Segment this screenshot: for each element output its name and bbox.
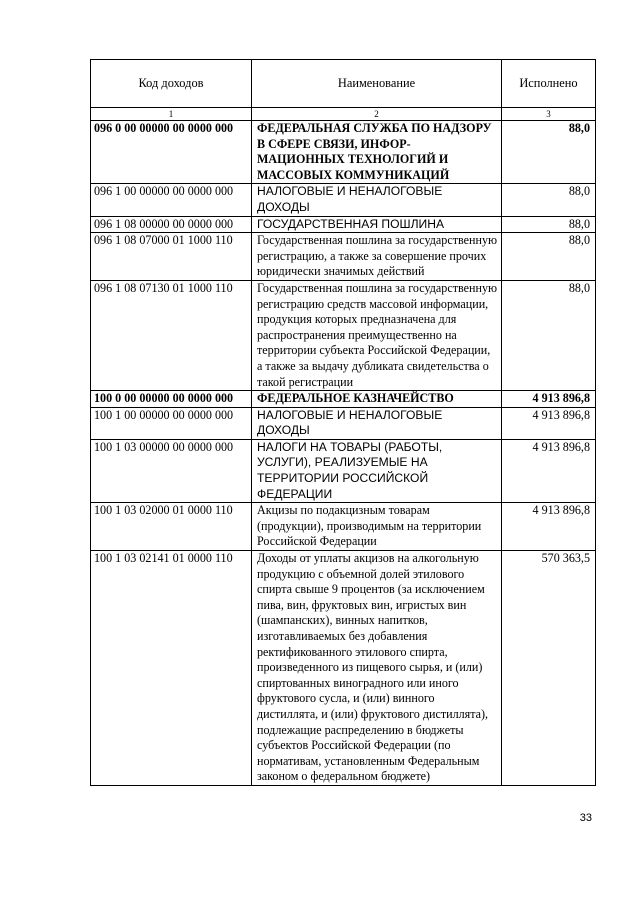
row-name: НАЛОГИ НА ТОВАРЫ (РАБОТЫ, УСЛУГИ), РЕАЛИЗУЕМЫЕ НА ТЕРРИТОРИИ РОССИЙСКОЙ ФЕДЕРАЦИИ (252, 439, 502, 502)
header-name: Наименование (252, 60, 502, 108)
row-name: ФЕДЕРАЛЬНАЯ СЛУЖБА ПО НАДЗОРУ В СФЕРЕ СВЯЗИ, ИНФОР-МАЦИОННЫХ ТЕХНОЛОГИЙ И МАССОВЫХ КОММУНИКАЦИЙ (252, 121, 502, 184)
table-row (91, 233, 596, 281)
column-number: 3 (502, 108, 596, 121)
row-code: 096 0 00 00000 00 0000 000 (91, 121, 252, 184)
row-code: 096 1 08 07130 01 1000 110 (91, 280, 252, 390)
page-number: 33 (579, 812, 592, 824)
table-row (91, 551, 596, 786)
table-row (91, 216, 596, 233)
row-value: 88,0 (502, 184, 596, 216)
row-name: ФЕДЕРАЛЬНОЕ КАЗНАЧЕЙСТВО (252, 391, 502, 408)
row-value: 88,0 (502, 216, 596, 233)
column-number-row (91, 108, 596, 121)
row-value: 4 913 896,8 (502, 391, 596, 408)
table-row (91, 391, 596, 408)
row-name: Государственная пошлина за государственную регистрацию, а также за совершение прочих юридически значимых действий (252, 233, 502, 281)
row-name: НАЛОГОВЫЕ И НЕНАЛОГОВЫЕ ДОХОДЫ (252, 407, 502, 439)
row-value: 4 913 896,8 (502, 503, 596, 551)
row-code: 096 1 08 07000 01 1000 110 (91, 233, 252, 281)
row-value: 570 363,5 (502, 551, 596, 786)
row-value: 4 913 896,8 (502, 439, 596, 502)
row-code: 100 1 03 00000 00 0000 000 (91, 439, 252, 502)
row-name: Доходы от уплаты акцизов на алкогольную продукцию с объемной долей этилового спирта свыше 9 процентов (за исключением пива, вин, фруктовых вин, игристых вин (шампанских), винных напитков, изготавливаемых без добавления ректификованного этилового спирта, произведенного из пищевого сырья, и (или) спиртованных виноградного или иного фруктового сусла, и (или) винного дистиллята, и (или) фруктового дистиллята), подлежащие распределению в бюджеты субъектов Российской Федерации (по нормативам, установленным Федеральным законом о федеральном бюджете) (252, 551, 502, 786)
row-name: ГОСУДАРСТВЕННАЯ ПОШЛИНА (252, 216, 502, 233)
row-value: 4 913 896,8 (502, 407, 596, 439)
table-header-row (91, 60, 596, 108)
row-value: 88,0 (502, 280, 596, 390)
table-row (91, 503, 596, 551)
row-code: 100 0 00 00000 00 0000 000 (91, 391, 252, 408)
row-name: Акцизы по подакцизным товарам (продукции), производимым на территории Российской Федерации (252, 503, 502, 551)
table-row (91, 439, 596, 502)
row-code: 100 1 03 02141 01 0000 110 (91, 551, 252, 786)
header-executed: Исполнено (502, 60, 596, 108)
row-value: 88,0 (502, 121, 596, 184)
row-value: 88,0 (502, 233, 596, 281)
row-name: НАЛОГОВЫЕ И НЕНАЛОГОВЫЕ ДОХОДЫ (252, 184, 502, 216)
row-code: 100 1 00 00000 00 0000 000 (91, 407, 252, 439)
row-code: 096 1 00 00000 00 0000 000 (91, 184, 252, 216)
row-code: 100 1 03 02000 01 0000 110 (91, 503, 252, 551)
row-name: Государственная пошлина за государственную регистрацию средств массовой информации, продукция которых предназначена для распространения преимущественно на территории субъекта Российской Федерации, а также за выдачу дубликата свидетельства о такой регистрации (252, 280, 502, 390)
table-row (91, 121, 596, 184)
column-number: 2 (252, 108, 502, 121)
table-row (91, 407, 596, 439)
column-number: 1 (91, 108, 252, 121)
table-row (91, 184, 596, 216)
row-code: 096 1 08 00000 00 0000 000 (91, 216, 252, 233)
revenue-table (90, 59, 596, 786)
table-row (91, 280, 596, 390)
header-code: Код доходов (91, 60, 252, 108)
